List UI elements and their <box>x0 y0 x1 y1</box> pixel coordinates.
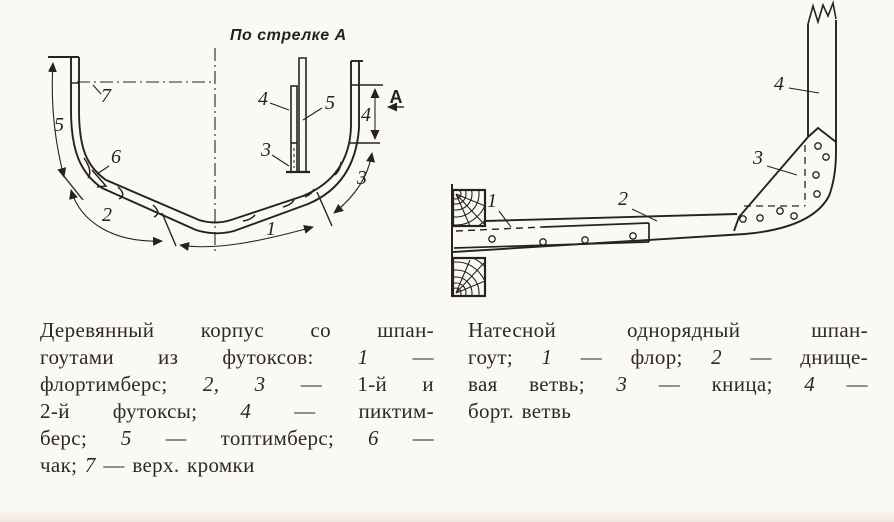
caption-part-number: 3 <box>616 372 628 396</box>
detail-leader-3 <box>272 155 289 166</box>
caption-text: Деревянный корпус со шпан- <box>40 318 434 342</box>
caption-left-figure <box>40 317 434 479</box>
caption-text: берс; <box>40 426 121 450</box>
caption-line <box>40 452 434 479</box>
label-pick-timber-dim: 4 <box>361 104 371 126</box>
bottom-branch-top-edge <box>485 214 737 221</box>
label-arrow-a: А <box>389 87 403 107</box>
caption-text: борт. ветвь <box>468 399 572 423</box>
detail-label-pick-timber: 4 <box>258 88 268 110</box>
caption-part-number: 2 <box>711 345 723 369</box>
detail-view-title: По стрелке А <box>230 27 347 44</box>
label-floor-timber: 1 <box>266 218 276 240</box>
caption-text: — <box>378 426 434 450</box>
caption-line <box>40 371 434 398</box>
caption-part-number: 5 <box>120 426 132 450</box>
caption-line <box>40 398 434 425</box>
caption-line <box>40 317 434 344</box>
leader-7 <box>93 85 101 94</box>
detail-label-top-timber: 5 <box>325 92 335 114</box>
leader-6 <box>97 166 109 174</box>
caption-line <box>468 398 868 425</box>
rivet-hole <box>489 236 495 242</box>
caption-line <box>468 317 868 344</box>
leader-2 <box>632 209 657 221</box>
caption-text: — кница; <box>627 372 805 396</box>
label-futtock-second: 3 <box>357 167 367 189</box>
caption-text: чак; <box>40 453 85 477</box>
label-floor: 1 <box>487 190 497 212</box>
rivet-hole <box>540 239 546 245</box>
centre-lines <box>77 48 215 252</box>
rivet-hole <box>740 216 746 222</box>
rivet-hole <box>813 172 819 178</box>
caption-text: гоутами из футоксов: <box>40 345 358 369</box>
detail-right-bar <box>299 58 306 172</box>
caption-part-number: 1 <box>541 345 553 369</box>
floor-hidden-edge <box>456 227 543 231</box>
caption-part-number: 7 <box>84 453 96 477</box>
detail-label-futtock: 3 <box>261 139 271 161</box>
caption-text: гоут; <box>468 345 542 369</box>
label-chock: 6 <box>111 146 121 168</box>
rivet-hole <box>791 213 797 219</box>
part-labels <box>487 73 784 212</box>
caption-part-number: 6 <box>368 426 379 450</box>
caption-text: 2-й футоксы; <box>40 399 241 423</box>
label-upper-edges: 7 <box>101 85 111 107</box>
caption-line <box>40 344 434 371</box>
floor-top-edge <box>543 223 649 227</box>
leader-4 <box>789 88 819 93</box>
scarf-joint-marks <box>84 158 341 221</box>
break-line <box>808 3 836 24</box>
caption-text: — днище- <box>722 345 868 369</box>
caption-text: — <box>368 345 434 369</box>
rivet-hole <box>777 208 783 214</box>
detail-view <box>230 27 347 172</box>
right-diagram <box>445 0 894 305</box>
label-top-timber: 5 <box>54 114 64 136</box>
tick-1-3 <box>317 192 332 226</box>
caption-text: — верх. кромки <box>95 453 255 477</box>
rivet-holes <box>489 143 829 245</box>
label-knee: 3 <box>753 147 763 169</box>
caption-part-number: 2, 3 <box>202 372 266 396</box>
caption-right-figure <box>468 317 868 425</box>
caption-part-number: 4 <box>804 372 816 396</box>
rivet-hole <box>582 237 588 243</box>
caption-text: Натесной однорядный шпан- <box>468 318 868 342</box>
label-side-branch: 4 <box>774 73 784 95</box>
rivet-hole <box>815 143 821 149</box>
caption-text: — <box>815 372 868 396</box>
detail-leader-4 <box>270 103 289 110</box>
rivet-hole <box>630 233 636 239</box>
leader-1 <box>499 211 511 227</box>
caption-part-number: 1 <box>357 345 369 369</box>
caption-text: — 1-й и <box>265 372 434 396</box>
arc-floor-timber-1 <box>180 227 313 247</box>
page-bottom-shading <box>0 509 894 522</box>
rivet-hole <box>814 191 820 197</box>
caption-line <box>468 344 868 371</box>
rivet-hole <box>757 215 763 221</box>
caption-part-number: 4 <box>240 399 252 423</box>
knee-top-notch <box>808 128 836 142</box>
rivet-hole <box>823 154 829 160</box>
caption-text: вая ветвь; <box>468 372 617 396</box>
caption-text: — пиктим- <box>251 399 434 423</box>
floor-bottom-edge <box>454 242 649 248</box>
caption-line <box>468 371 868 398</box>
label-bottom-branch: 2 <box>618 188 628 210</box>
detail-left-bar <box>291 86 297 172</box>
caption-text: флортимберс; <box>40 372 203 396</box>
caption-line <box>40 425 434 452</box>
caption-text: — флор; <box>552 345 712 369</box>
left-diagram <box>25 8 445 304</box>
caption-text: — топтимберс; <box>131 426 369 450</box>
label-futtock-first: 2 <box>102 204 112 226</box>
